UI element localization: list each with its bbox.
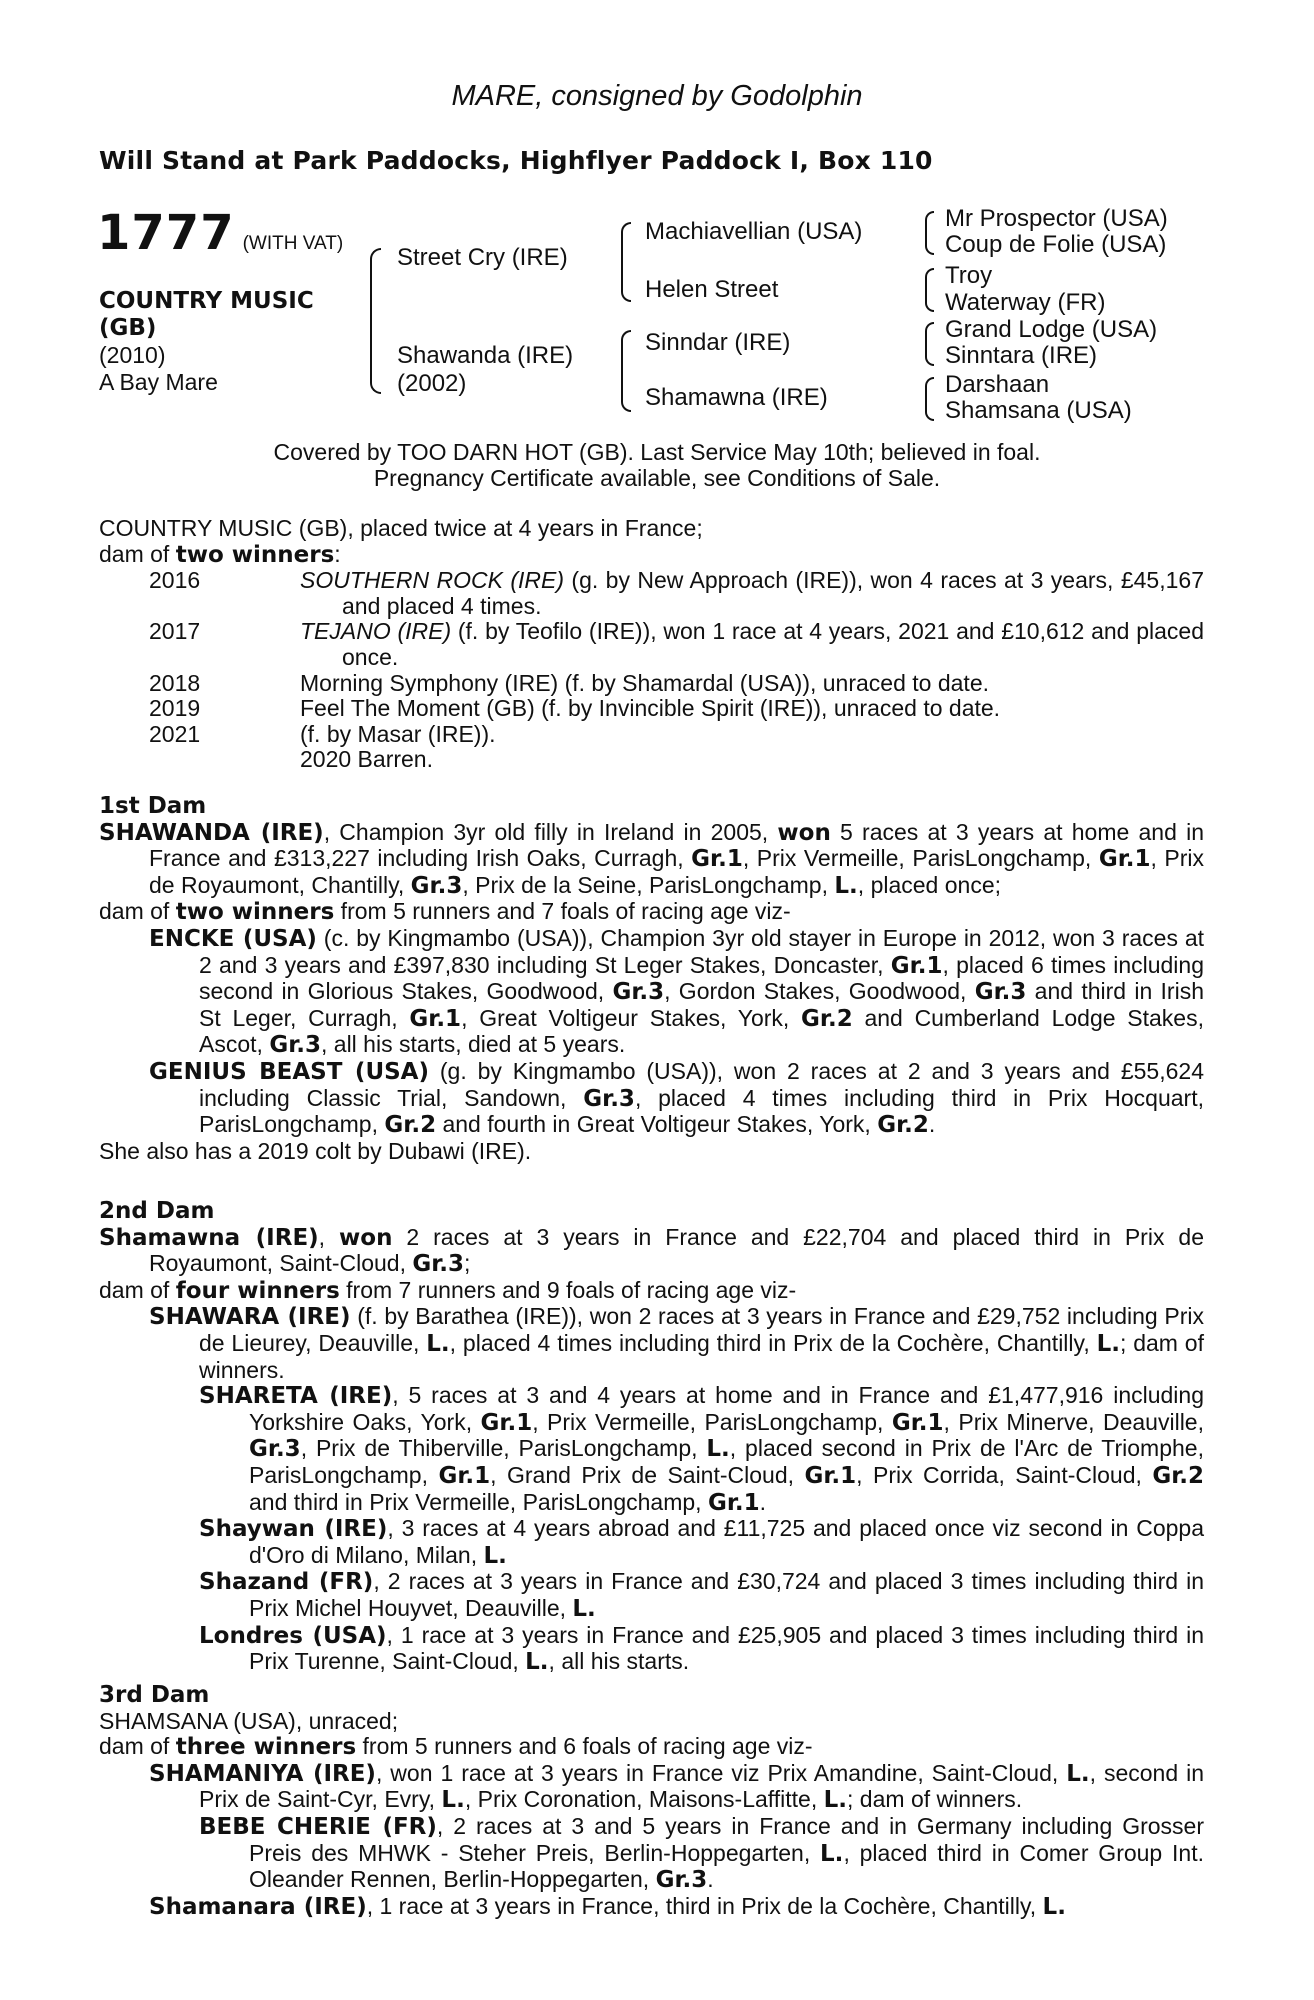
progeny-shamaniya: SHAMANIYA (IRE), won 1 race at 3 years in France viz Prix Amandine, Saint-Cloud, L., second in Prix de Saint-Cyr, Evry, L., Prix Coronation, Maisons-Laffitte, L.; dam of winners. <box>149 1759 1204 1814</box>
progeny-shareta: SHARETA (IRE), 5 races at 3 and 4 years at home and in France and £1,477,916 including Yorkshire Oaks, York, Gr.1, Prix Vermeille, ParisLongchamp, Gr.1, Prix Minerve, Deauville, Gr.3, Prix de Thiberville, ParisLongchamp, L., placed second in Prix de l'Arc de Triomphe, ParisLongchamp, Gr.1, Grand Prix de Saint-Cloud, Gr.1, Prix Corrida, Saint-Cloud, Gr.2 and third in Prix Vermeille, ParisLongchamp, Gr.1. <box>199 1382 1205 1516</box>
pedigree-brace <box>621 330 631 412</box>
second-dam-dam-of: dam of four winners from 7 runners and 9 foals of racing age viz- <box>99 1276 797 1304</box>
mare-produce-section <box>99 516 1204 773</box>
third-dam-heading: 3rd Dam <box>99 1682 210 1708</box>
pedigree-brace <box>925 268 934 312</box>
pedigree-g5: Grand Lodge (USA) <box>945 316 1158 343</box>
vat-note: (WITH VAT) <box>242 233 344 254</box>
progeny-shamanara: Shamanara (IRE), 1 race at 3 years in France, third in Prix de la Cochère, Chantilly, L. <box>149 1892 1066 1920</box>
produce-row: 2018 Morning Symphony (IRE) (f. by Shamardal (USA)), unraced to date. <box>149 669 990 696</box>
first-dam-also: She also has a 2019 colt by Dubawi (IRE). <box>99 1137 532 1164</box>
horse-year: (2010) <box>99 342 166 368</box>
second-dam-section <box>99 1199 1204 1676</box>
third-dam-dam-of: dam of three winners from 5 runners and 6 foals of racing age viz- <box>99 1733 813 1761</box>
pedigree-g8: Shamsana (USA) <box>945 397 1132 424</box>
pedigree-g3: Troy <box>945 262 993 289</box>
pedigree-dam-sire: Sinndar (IRE) <box>645 329 791 356</box>
pedigree-dam: Shawanda (IRE) <box>397 342 574 369</box>
pedigree-g4: Waterway (FR) <box>945 289 1106 316</box>
pedigree-g2: Coup de Folie (USA) <box>945 231 1167 258</box>
horse-info <box>99 288 314 396</box>
stabling-location: Will Stand at Park Paddocks, Highflyer Paddock I, Box 110 <box>99 146 933 175</box>
covered-line-2: Pregnancy Certificate available, see Conditions of Sale. <box>373 465 941 491</box>
progeny-shawara: SHAWARA (IRE) (f. by Barathea (IRE)), won 2 races at 3 years in France and £29,752 including Prix de Lieurey, Deauville, L., placed 4 times including third in Prix de la Cochère, Chantilly, L.; dam of winners. <box>149 1303 1204 1383</box>
pedigree-sire: Street Cry (IRE) <box>397 244 568 271</box>
lot-number-block <box>97 205 343 261</box>
covered-line-1: Covered by TOO DARN HOT (GB). Last Service May 10th; believed in foal. <box>273 439 1041 465</box>
pedigree-brace <box>925 322 934 366</box>
produce-row: 2021 (f. by Masar (IRE)). <box>149 720 496 747</box>
progeny-bebe-cherie: BEBE CHERIE (FR), 2 races at 3 and 5 years in France and in Germany including Grosser Preis des MHWK - Steher Preis, Berlin-Hoppegarten, L., placed third in Comer Group Int. Oleander Rennen, Berlin-Hoppegarten, Gr.3. <box>199 1812 1204 1894</box>
pedigree-brace <box>370 248 381 394</box>
second-dam-record: Shamawna (IRE), won 2 races at 3 years in France and £22,704 and placed third in Prix de Royaumont, Saint-Cloud, Gr.3; <box>99 1223 1204 1278</box>
pedigree-sire-sire: Machiavellian (USA) <box>645 218 863 245</box>
pedigree-dam-year: (2002) <box>397 370 467 397</box>
lot-number: 1777 <box>97 205 235 261</box>
second-dam-heading: 2nd Dam <box>99 1198 215 1224</box>
horse-name: COUNTRY MUSIC <box>99 288 314 314</box>
mare-summary: COUNTRY MUSIC (GB), placed twice at 4 years in France; <box>99 515 703 541</box>
first-dam-dam-of: dam of two winners from 5 runners and 7 foals of racing age viz- <box>99 898 791 926</box>
progeny-shazand: Shazand (FR), 2 races at 3 years in France and £30,724 and placed 3 times including third in Prix Michel Houyvet, Deauville, L. <box>199 1568 1204 1622</box>
produce-row: 2016 SOUTHERN ROCK (IRE) (g. by New Approach (IRE)), won 4 races at 3 years, £45,167 and placed 4 times. <box>149 567 1204 619</box>
progeny-encke: ENCKE (USA) (c. by Kingmambo (USA)), Champion 3yr old stayer in Europe in 2012, won 3 races at 2 and 3 years and £397,830 including St Leger Stakes, Doncaster, Gr.1, placed 6 times including second in Glorious Stakes, Goodwood, Gr.3, Gordon Stakes, Goodwood, Gr.3 and third in Irish St Leger, Curragh, Gr.1, Great Voltigeur Stakes, York, Gr.2 and Cumberland Lodge Stakes, Ascot, Gr.3, all his starts, died at 5 years. <box>149 924 1204 1059</box>
mare-dam-of: dam of two winners: <box>99 540 341 568</box>
first-dam-heading: 1st Dam <box>99 793 207 819</box>
pedigree-g1: Mr Prospector (USA) <box>945 205 1168 232</box>
pedigree-dam-dam: Shamawna (IRE) <box>645 384 828 411</box>
produce-list <box>149 568 1204 773</box>
covering-note <box>0 439 1314 491</box>
catalogue-header: MARE, consigned by Godolphin <box>451 80 863 112</box>
first-dam-record: SHAWANDA (IRE), Champion 3yr old filly in Ireland in 2005, won 5 races at 3 years at home and in France and £313,227 including Irish Oaks, Curragh, Gr.1, Prix Vermeille, ParisLongchamp, Gr.1, Prix de Royaumont, Chantilly, Gr.3, Prix de la Seine, ParisLongchamp, L., placed once; <box>99 818 1204 899</box>
progeny-genius-beast: GENIUS BEAST (USA) (g. by Kingmambo (USA)), won 2 races at 2 and 3 years and £55,624 including Classic Trial, Sandown, Gr.3, placed 4 times including third in Prix Hocquart, ParisLongchamp, Gr.2 and fourth in Great Voltigeur Stakes, York, Gr.2. <box>149 1057 1204 1139</box>
progeny-shaywan: Shaywan (IRE), 3 races at 4 years abroad and £11,725 and placed once viz second in Coppa d'Oro di Milano, Milan, L. <box>199 1515 1204 1569</box>
pedigree-g7: Darshaan <box>945 371 1050 398</box>
produce-row: 2019 Feel The Moment (GB) (f. by Invincible Spirit (IRE)), unraced to date. <box>149 695 1001 722</box>
progeny-londres: Londres (USA), 1 race at 3 years in France and £25,905 and placed 3 times including third in Prix Turenne, Saint-Cloud, L., all his starts. <box>199 1621 1204 1676</box>
first-dam-section <box>99 794 1204 1164</box>
produce-row: 2020 Barren. <box>300 746 433 773</box>
horse-description: A Bay Mare <box>99 369 218 395</box>
pedigree-brace <box>621 222 631 302</box>
third-dam-section <box>99 1683 1204 1920</box>
pedigree-sire-dam: Helen Street <box>645 276 779 303</box>
pedigree-g6: Sinntara (IRE) <box>945 342 1098 369</box>
pedigree-brace <box>925 377 934 421</box>
third-dam-record: SHAMSANA (USA), unraced; <box>99 1707 399 1734</box>
pedigree-brace <box>925 211 934 255</box>
horse-country: (GB) <box>99 315 157 341</box>
produce-row: 2017 TEJANO (IRE) (f. by Teofilo (IRE)), won 1 race at 4 years, 2021 and £10,612 and placed once. <box>149 618 1204 670</box>
